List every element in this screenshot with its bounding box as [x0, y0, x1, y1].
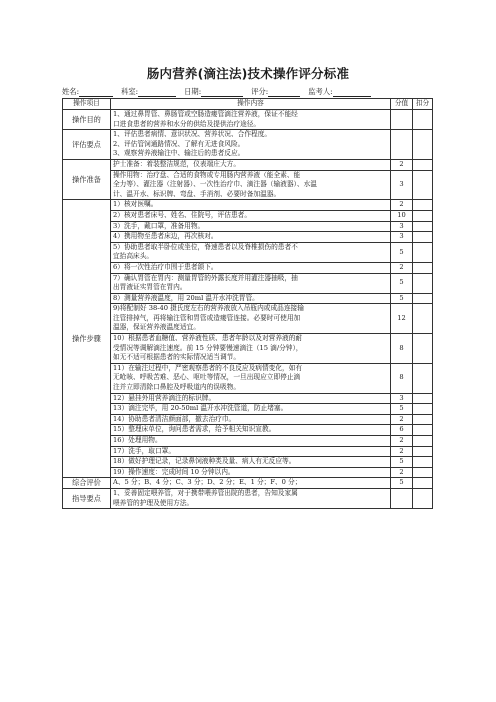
steps-deduct[interactable] — [413, 334, 433, 364]
steps-content — [111, 210, 391, 221]
steps-content — [111, 457, 391, 468]
name-field[interactable] — [79, 88, 113, 97]
prep-label: 操作准备 — [63, 159, 111, 199]
guide-label: 指导要点 — [63, 488, 111, 508]
steps-line: 出胃液证实胃管在胃内。 — [113, 283, 187, 292]
steps-deduct[interactable] — [413, 242, 433, 262]
purpose-score — [391, 110, 413, 130]
header-deduct: 扣分 — [413, 99, 433, 110]
score-field[interactable] — [268, 88, 300, 97]
steps-content — [111, 293, 391, 304]
prep-line: 操作用物：治疗盘、合适的食物或专用肠内营养液（能全素、能 — [113, 170, 301, 179]
purpose-line: 1、通过鼻胃管、鼻肠管或空肠造瘘管滴注营养液，保证不能经 — [113, 110, 298, 118]
prep-deduct[interactable] — [413, 170, 433, 200]
purpose-line: 口进食患者的营养和水分的供给及提供治疗途径。 — [113, 119, 261, 128]
steps-deduct[interactable] — [413, 273, 433, 293]
steps-row — [63, 242, 433, 262]
steps-line: 16）处理用物。 — [113, 436, 162, 444]
steps-deduct[interactable] — [413, 436, 433, 447]
name-label: 姓名: — [62, 87, 80, 96]
examiner-label: 监考人: — [308, 87, 333, 96]
steps-content — [111, 273, 391, 293]
steps-line: 宜抬高床头。 — [113, 252, 154, 261]
assess-score — [391, 130, 413, 160]
steps-deduct[interactable] — [413, 404, 433, 415]
steps-score: 8 — [391, 334, 413, 364]
info-line — [62, 87, 432, 97]
prep-score: 3 — [391, 170, 413, 200]
header-row — [63, 99, 433, 110]
purpose-content — [111, 110, 391, 130]
page-title: 肠内营养(滴注法)技术操作评分标准 — [146, 66, 350, 81]
steps-deduct[interactable] — [413, 200, 433, 211]
steps-deduct[interactable] — [413, 293, 433, 304]
steps-score: 3 — [391, 232, 413, 243]
steps-line: 温器，保证营养液温度适宜。 — [113, 323, 200, 332]
header-item: 操作项目 — [63, 99, 111, 110]
steps-line: 2）核对患者床号、姓名、住院号，评估患者。 — [113, 210, 252, 219]
dept-label: 科室: — [121, 87, 139, 96]
steps-score: 2 — [391, 262, 413, 273]
steps-content — [111, 363, 391, 393]
scoring-table — [62, 98, 433, 509]
header-content: 操作内容 — [111, 99, 391, 110]
steps-line: 6）将一次性治疗巾围于患者颌下。 — [113, 262, 218, 271]
overall-content: A、5 分；B、4 分；C、3 分；D、2 分；E、1 分；F、0 分； — [111, 478, 391, 489]
steps-deduct[interactable] — [413, 446, 433, 457]
guide-row — [63, 488, 433, 508]
score-label: 评分: — [251, 87, 269, 96]
steps-line: 18）做好护理记录，记录鼻饲液种类及量、病人有无反应等。 — [113, 457, 296, 466]
steps-row — [63, 304, 433, 334]
steps-score: 3 — [391, 393, 413, 404]
steps-score: 5 — [391, 404, 413, 415]
assess-deduct[interactable] — [413, 130, 433, 160]
steps-row — [63, 262, 433, 273]
steps-deduct[interactable] — [413, 363, 433, 393]
prep-score: 2 — [391, 159, 413, 170]
steps-line: 13）滴注完毕，用 20-50ml 温开水冲洗管道，防止堵塞。 — [113, 404, 288, 413]
steps-score: 10 — [391, 210, 413, 221]
steps-deduct[interactable] — [413, 414, 433, 425]
steps-row — [63, 404, 433, 415]
steps-row — [63, 467, 433, 478]
steps-line: 7）确认胃管在胃内：测量胃管的外露长度并用灌注器抽吸，抽 — [113, 273, 298, 282]
purpose-row — [63, 110, 433, 130]
steps-score: 5 — [391, 293, 413, 304]
steps-row — [63, 334, 433, 364]
steps-score: 3 — [391, 221, 413, 232]
prep-line: 计、温开水、标识牌、弯盘、手消剂、必要时备加温器。 — [113, 189, 281, 198]
steps-content — [111, 393, 391, 404]
steps-deduct[interactable] — [413, 393, 433, 404]
steps-content — [111, 242, 391, 262]
steps-line: 11）在输注过程中，严密观察患者的不良反应及病情变化，如有 — [113, 363, 303, 372]
steps-content — [111, 221, 391, 232]
steps-content — [111, 436, 391, 447]
steps-row — [63, 221, 433, 232]
steps-deduct[interactable] — [413, 304, 433, 334]
guide-score — [391, 488, 413, 508]
steps-row — [63, 200, 433, 211]
prep-content — [111, 159, 391, 170]
steps-deduct[interactable] — [413, 232, 433, 243]
steps-deduct[interactable] — [413, 425, 433, 436]
steps-score: 12 — [391, 304, 413, 334]
steps-content — [111, 404, 391, 415]
steps-row — [63, 436, 433, 447]
steps-line: 15）整理床单位，询问患者需求，给予相关知识宣教。 — [113, 425, 276, 434]
steps-content — [111, 414, 391, 425]
date-label: 日期: — [184, 87, 202, 96]
steps-line: 9)将配制好 38-40 摄氏度左右的营养液放入吊瓶内或成品连接输 — [113, 304, 304, 313]
assess-line: 2、评估管饲通路情况、了解有无进食风险。 — [113, 139, 245, 148]
overall-row — [63, 478, 433, 489]
steps-row — [63, 232, 433, 243]
steps-line: 19）操作速度：完成时间 10 分钟以内。 — [113, 467, 235, 476]
guide-content — [111, 488, 391, 508]
assess-label: 评估要点 — [63, 130, 111, 160]
guide-line: 1、妥善固定喂养管，对于携带喂养管出院的患者，告知及家属 — [113, 488, 298, 497]
steps-content — [111, 467, 391, 478]
steps-score: 2 — [391, 414, 413, 425]
steps-line: 14）协助患者清洁颜面部，撤去治疗巾。 — [113, 414, 236, 423]
steps-line: 注并立即清除口鼻腔及呼吸道内的误吸物。 — [113, 383, 241, 392]
steps-content — [111, 446, 391, 457]
assess-line: 1、评估患者病情、意识状况、营养状况、合作程度。 — [113, 130, 272, 139]
steps-line: 4）携用物至患者床边，再次核对。 — [113, 232, 218, 241]
steps-row — [63, 210, 433, 221]
steps-deduct[interactable] — [413, 210, 433, 221]
guide-deduct[interactable] — [413, 488, 433, 508]
steps-line: 无呛咳、呼吸苦难、恶心、呕吐等情况，一旦出现应立即停止滴 — [113, 373, 301, 382]
steps-content — [111, 200, 391, 211]
steps-score: 2 — [391, 467, 413, 478]
steps-row — [63, 273, 433, 293]
steps-row — [63, 446, 433, 457]
steps-line: 注管排掉气，再将输注管和胃管或造瘘管连接。必要时可使用加 — [113, 313, 301, 322]
steps-content — [111, 232, 391, 243]
purpose-label: 操作目的 — [63, 110, 111, 130]
overall-label: 综合评价 — [63, 478, 111, 489]
purpose-deduct[interactable] — [413, 110, 433, 130]
steps-row — [63, 293, 433, 304]
header-score: 分值 — [391, 99, 413, 110]
steps-line: 10）根据患者血糖值、营养液性质、患者年龄以及对营养液的耐 — [113, 334, 303, 343]
steps-content — [111, 425, 391, 436]
steps-line: 受情况等调解滴注速度。前 15 分钟要慢速滴注（15 滴/分钟）， — [113, 343, 303, 352]
steps-deduct[interactable] — [413, 221, 433, 232]
overall-score: 5 — [391, 478, 413, 489]
prep-content — [111, 170, 391, 200]
prep-line: 全力等）、灌注器（注射器）、一次性治疗巾、滴注器（输液器）、水温 — [113, 180, 317, 189]
dept-field[interactable] — [138, 88, 176, 97]
steps-score: 5 — [391, 242, 413, 262]
steps-score: 2 — [391, 436, 413, 447]
steps-score: 6 — [391, 425, 413, 436]
steps-row — [63, 393, 433, 404]
steps-deduct[interactable] — [413, 262, 433, 273]
steps-row — [63, 363, 433, 393]
steps-line: 3）洗手，戴口罩，准备用物。 — [113, 221, 205, 230]
prep-row — [63, 170, 433, 200]
overall-deduct[interactable] — [413, 478, 433, 489]
steps-score: 8 — [391, 363, 413, 393]
steps-content — [111, 262, 391, 273]
prep-row — [63, 159, 433, 170]
prep-line: 护士准备：着装整洁规范，仪表端庄大方。 — [113, 159, 241, 168]
assess-line: 3、观察营养液输注中、输注后的患者反应。 — [113, 149, 245, 158]
assess-content — [111, 130, 391, 160]
steps-content — [111, 334, 391, 364]
steps-line: 如无不适可根据患者的实际情况适当调节。 — [113, 353, 241, 362]
steps-line: 8）测量营养液温度，用 20ml 温开水冲洗胃管。 — [113, 293, 259, 302]
steps-deduct[interactable] — [413, 457, 433, 468]
steps-score: 2 — [391, 200, 413, 211]
steps-label: 操作步骤 — [63, 200, 111, 478]
steps-line: 1）核对医嘱。 — [113, 200, 158, 209]
assess-row — [63, 130, 433, 160]
steps-row — [63, 414, 433, 425]
steps-row — [63, 457, 433, 468]
steps-deduct[interactable] — [413, 467, 433, 478]
guide-line: 喂养管的护理及使用方法。 — [113, 498, 194, 507]
steps-line: 17）洗手，取口罩。 — [113, 446, 176, 455]
steps-content — [111, 304, 391, 334]
steps-score: 5 — [391, 457, 413, 468]
steps-line: 12）悬挂外用营养滴注的标识牌。 — [113, 393, 216, 402]
steps-line: 5）协助患者取半卧位或坐位，脊速患者以及脊椎损伤的患者不 — [113, 242, 298, 251]
date-field[interactable] — [201, 88, 243, 97]
steps-row — [63, 425, 433, 436]
steps-score: 5 — [391, 273, 413, 293]
steps-score: 2 — [391, 446, 413, 457]
prep-deduct[interactable] — [413, 159, 433, 170]
examiner-field[interactable] — [333, 88, 371, 97]
